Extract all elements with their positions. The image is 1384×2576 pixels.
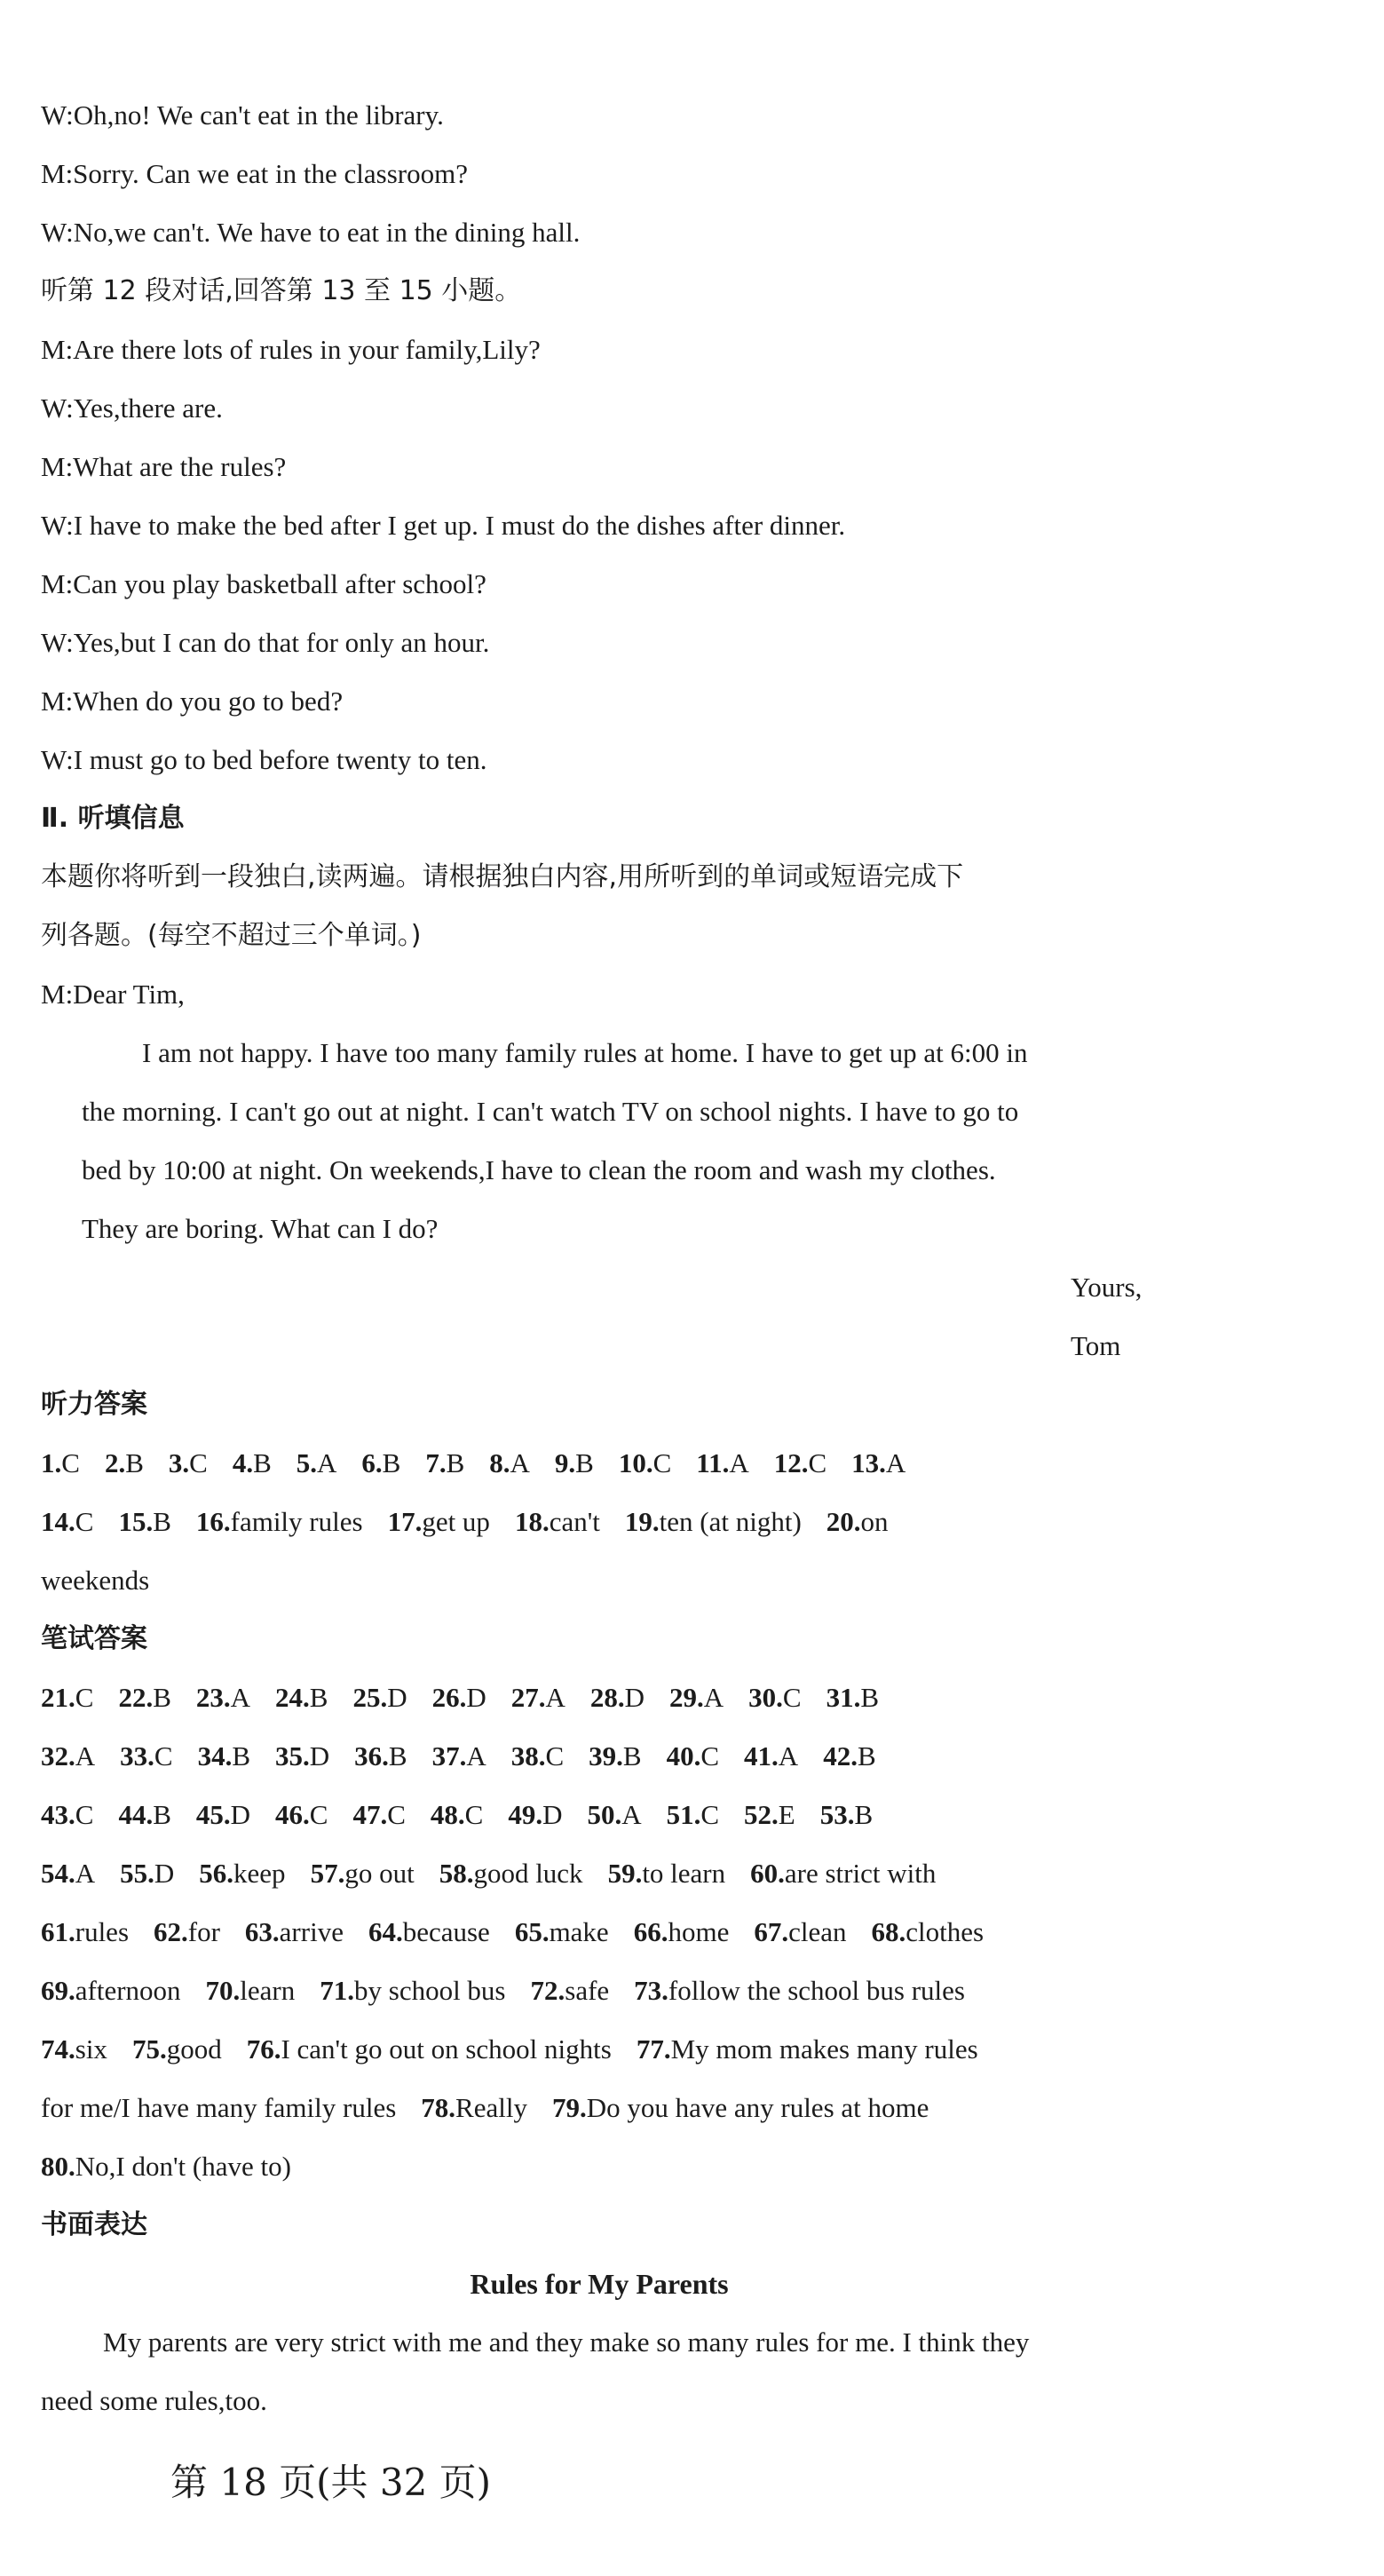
answer-value: C	[309, 1799, 328, 1830]
answer-item	[41, 2149, 291, 2184]
answer-value: B	[153, 1682, 171, 1713]
answer-item	[199, 1856, 285, 1891]
answer-value: B	[153, 1799, 171, 1830]
answer-value: C	[75, 1799, 94, 1830]
answer-item	[871, 1914, 984, 1950]
answer-item	[515, 1914, 609, 1950]
answer-value: B	[125, 1447, 144, 1478]
answer-item	[531, 1973, 610, 2009]
answer-value: C	[75, 1506, 94, 1537]
answer-number: 18.	[514, 1506, 550, 1537]
answer-value: get up	[422, 1506, 490, 1537]
answer-value: C	[154, 1740, 173, 1771]
answer-value: B	[857, 1740, 876, 1771]
answer-value: B	[153, 1506, 171, 1537]
answer-value: A	[729, 1447, 749, 1478]
answer-number: 6.	[361, 1447, 383, 1478]
answer-row	[41, 2032, 1186, 2067]
answer-item	[311, 1856, 415, 1891]
answer-item	[667, 1739, 719, 1774]
letter-line: They are boring. What can I do?	[82, 1213, 439, 1244]
answer-number: 49.	[508, 1799, 543, 1830]
answer-value: B	[854, 1799, 874, 1830]
answer-value: D	[624, 1682, 645, 1713]
answer-value: keep	[233, 1858, 286, 1889]
answer-value: Really	[455, 2092, 527, 2123]
answer-item	[750, 1856, 936, 1891]
essay-title: Rules for My Parents	[470, 2268, 729, 2300]
answer-number: 45.	[195, 1799, 231, 1830]
transcript-line: W:Oh,no! We can't eat in the library.	[41, 99, 444, 131]
answer-number: 74.	[41, 2033, 75, 2065]
answer-number: 1.	[41, 1447, 62, 1478]
letter-greeting: M:Dear Tim,	[41, 979, 185, 1010]
answer-item	[297, 1446, 337, 1481]
answer-number: 7.	[425, 1447, 447, 1478]
answer-value: A	[75, 1740, 96, 1771]
answer-item	[368, 1914, 490, 1950]
answer-value: on	[860, 1506, 889, 1537]
answer-item	[590, 1680, 645, 1716]
answer-value: because	[402, 1916, 490, 1947]
answer-number: 35.	[275, 1740, 310, 1771]
answer-item	[744, 1797, 795, 1833]
answer-number: 62.	[154, 1916, 188, 1947]
answer-item	[41, 1739, 95, 1774]
answer-continuation: weekends	[41, 1565, 150, 1596]
answer-item	[696, 1446, 748, 1481]
answer-number: 4.	[232, 1447, 254, 1478]
answer-number: 48.	[430, 1799, 465, 1830]
answer-value: family rules	[230, 1506, 363, 1537]
answer-value: A	[621, 1799, 642, 1830]
answer-item	[41, 1797, 93, 1833]
answer-number: 40.	[666, 1740, 701, 1771]
answer-number: 61.	[41, 1916, 75, 1947]
answer-value: A	[545, 1682, 565, 1713]
answer-item	[196, 1680, 250, 1716]
answer-item	[275, 1680, 328, 1716]
answer-value: D	[230, 1799, 251, 1830]
answer-value: afternoon	[75, 1975, 181, 2006]
answer-value: D	[309, 1740, 330, 1771]
answer-item	[196, 1504, 363, 1540]
letter-signature: Tom	[1071, 1330, 1121, 1361]
answer-item	[489, 1446, 530, 1481]
answer-number: 41.	[744, 1740, 779, 1771]
answer-value: for me/I have many family rules	[41, 2092, 397, 2123]
answer-number: 68.	[871, 1916, 906, 1947]
answer-number: 15.	[118, 1506, 154, 1537]
answer-value: A	[466, 1740, 486, 1771]
answer-value: to learn	[642, 1858, 726, 1889]
answer-value: make	[549, 1916, 609, 1947]
answer-number: 31.	[826, 1682, 861, 1713]
answer-item	[555, 1446, 594, 1481]
answer-row	[41, 1446, 1186, 1481]
answer-number: 59.	[607, 1858, 643, 1889]
answer-item	[552, 2090, 929, 2126]
answer-number: 22.	[118, 1682, 154, 1713]
answer-value: six	[75, 2033, 107, 2065]
answer-number: 76.	[246, 2033, 281, 2065]
answer-value: A	[75, 1858, 96, 1889]
answer-item	[275, 1739, 329, 1774]
answer-number: 64.	[368, 1916, 403, 1947]
answer-item	[41, 1504, 93, 1540]
answer-number: 72.	[530, 1975, 565, 2006]
answer-number: 20.	[826, 1506, 861, 1537]
answer-value: ten (at night)	[659, 1506, 802, 1537]
answer-number: 46.	[275, 1799, 310, 1830]
answer-value: learn	[240, 1975, 296, 2006]
letter-line: bed by 10:00 at night. On weekends,I have to clean the room and wash my clothes.	[82, 1154, 996, 1185]
answer-item	[511, 1739, 564, 1774]
answer-item	[41, 1914, 129, 1950]
answer-value: B	[388, 1740, 407, 1771]
answer-value: C	[61, 1447, 80, 1478]
answer-value: rules	[75, 1916, 130, 1947]
answer-number: 71.	[320, 1975, 354, 2006]
answer-item	[754, 1914, 846, 1950]
answer-number: 43.	[41, 1799, 75, 1830]
answer-value: D	[466, 1682, 486, 1713]
answer-number: 37.	[431, 1740, 467, 1771]
section-2-instruction: 列各题。(每空不超过三个单词。)	[41, 920, 422, 951]
answer-item	[587, 1797, 641, 1833]
answer-row	[41, 1973, 1186, 2009]
answer-value: clean	[788, 1916, 847, 1947]
answer-row	[41, 1914, 1186, 1950]
answer-item	[352, 1680, 407, 1716]
transcript-line: W:Yes,but I can do that for only an hour.	[41, 627, 490, 658]
answer-number: 17.	[387, 1506, 423, 1537]
answer-item	[41, 2090, 396, 2126]
answer-item	[41, 2032, 107, 2067]
answer-number: 63.	[244, 1916, 280, 1947]
transcript-line: W:No,we can't. We have to eat in the dining hall.	[41, 217, 581, 248]
answer-item	[41, 1680, 93, 1716]
answer-value: B	[232, 1740, 251, 1771]
answer-value: A	[885, 1447, 906, 1478]
answer-item	[431, 1797, 483, 1833]
answer-number: 73.	[634, 1975, 668, 2006]
answer-value: A	[317, 1447, 337, 1478]
answer-number: 27.	[510, 1682, 546, 1713]
transcript-line: W:I must go to bed before twenty to ten.	[41, 744, 487, 775]
dialog-12-intro: 听第 12 段对话,回答第 13 至 15 小题。	[41, 275, 522, 306]
answer-value: C	[189, 1447, 208, 1478]
answer-value: D	[542, 1799, 563, 1830]
transcript-line: M:When do you go to bed?	[41, 686, 344, 717]
answer-item	[826, 1504, 889, 1540]
answer-item	[41, 1446, 80, 1481]
answer-value: C	[545, 1740, 565, 1771]
answer-number: 36.	[354, 1740, 389, 1771]
answer-number: 56.	[199, 1858, 234, 1889]
answer-item	[118, 1680, 170, 1716]
answer-number: 75.	[131, 2033, 167, 2065]
answer-item	[120, 1856, 174, 1891]
answer-row	[41, 1739, 1186, 1774]
letter-line: I am not happy. I have too many family rules at home. I have to get up at 6:00 in	[142, 1037, 1028, 1068]
answer-number: 24.	[275, 1682, 310, 1713]
answer-item	[196, 1797, 250, 1833]
answer-value: C	[782, 1682, 802, 1713]
answer-number: 11.	[696, 1447, 730, 1478]
answer-item	[619, 1446, 671, 1481]
answer-number: 25.	[352, 1682, 388, 1713]
transcript-line: M:Sorry. Can we eat in the classroom?	[41, 158, 468, 189]
answer-item	[425, 1446, 464, 1481]
answer-item	[669, 1680, 724, 1716]
answer-number: 5.	[296, 1447, 317, 1478]
answer-number: 12.	[773, 1447, 809, 1478]
answer-value: Do you have any rules at home	[586, 2092, 929, 2123]
answer-number: 57.	[310, 1858, 345, 1889]
answer-item	[320, 1973, 505, 2009]
transcript-line: W:I have to make the bed after I get up. I must do the dishes after dinner.	[41, 510, 846, 541]
answer-value: C	[652, 1447, 672, 1478]
answer-row	[41, 2090, 1186, 2126]
answer-item	[388, 1504, 490, 1540]
answer-number: 29.	[669, 1682, 704, 1713]
answer-value: My mom makes many rules	[670, 2033, 978, 2065]
answer-number: 66.	[633, 1916, 668, 1947]
answer-value: B	[446, 1447, 465, 1478]
answer-value: D	[154, 1858, 175, 1889]
answer-number: 51.	[666, 1799, 701, 1830]
answer-number: 54.	[41, 1858, 75, 1889]
answer-item	[774, 1446, 826, 1481]
answer-item	[432, 1739, 486, 1774]
answer-number: 50.	[587, 1799, 622, 1830]
answer-number: 47.	[352, 1799, 388, 1830]
answer-item	[589, 1739, 641, 1774]
answer-item	[820, 1797, 873, 1833]
answer-item	[826, 1680, 879, 1716]
transcript-line: W:Yes,there are.	[41, 392, 223, 424]
answer-value: good luck	[473, 1858, 583, 1889]
answer-value: C	[808, 1447, 827, 1478]
answer-value: are strict with	[784, 1858, 937, 1889]
answer-item	[118, 1504, 170, 1540]
answer-item	[247, 2032, 612, 2067]
answer-item	[354, 1739, 407, 1774]
writing-title: 书面表达	[41, 2209, 147, 2240]
answer-number: 21.	[41, 1682, 75, 1713]
answer-row	[41, 2149, 1186, 2184]
answer-number: 67.	[754, 1916, 789, 1947]
answer-item	[275, 1797, 328, 1833]
answer-value: A	[230, 1682, 251, 1713]
answer-item	[511, 1680, 565, 1716]
answer-number: 8.	[489, 1447, 510, 1478]
answer-item	[361, 1446, 400, 1481]
answer-value: B	[860, 1682, 880, 1713]
essay-line: need some rules,too.	[41, 2385, 267, 2416]
letter-closing: Yours,	[1071, 1272, 1143, 1303]
answer-item	[120, 1739, 172, 1774]
answer-value: good	[166, 2033, 222, 2065]
answer-value: D	[387, 1682, 407, 1713]
answer-value: C	[387, 1799, 406, 1830]
answer-item	[823, 1739, 875, 1774]
answer-number: 32.	[41, 1740, 75, 1771]
answer-value: A	[510, 1447, 530, 1478]
essay-line: My parents are very strict with me and they make so many rules for me. I think they	[103, 2326, 1030, 2358]
answer-item	[421, 2090, 527, 2126]
section-2-instruction: 本题你将听到一段独白,读两遍。请根据独白内容,用所听到的单词或短语完成下	[41, 861, 964, 892]
answer-item	[439, 1856, 583, 1891]
answer-item	[154, 1914, 220, 1950]
answer-value: C	[75, 1682, 94, 1713]
answer-value: safe	[565, 1975, 610, 2006]
answer-number: 9.	[554, 1447, 576, 1478]
answer-value: A	[778, 1740, 799, 1771]
answer-value: by school bus	[354, 1975, 506, 2006]
answer-number: 38.	[510, 1740, 546, 1771]
answer-value: No,I don't (have to)	[75, 2151, 291, 2182]
transcript-line: M:What are the rules?	[41, 451, 287, 482]
letter-line: the morning. I can't go out at night. I can't watch TV on school nights. I have to go to	[82, 1096, 1019, 1127]
answer-number: 10.	[618, 1447, 653, 1478]
answer-number: 2.	[104, 1447, 126, 1478]
answer-item	[118, 1797, 170, 1833]
answer-value: B	[575, 1447, 594, 1478]
answer-item	[515, 1504, 600, 1540]
answer-number: 16.	[195, 1506, 231, 1537]
answer-number: 23.	[195, 1682, 231, 1713]
answer-value: B	[382, 1447, 401, 1478]
page-number-footer: 第 18 页(共 32 页)	[170, 2461, 492, 2504]
answer-item	[233, 1446, 272, 1481]
answer-number: 58.	[439, 1858, 474, 1889]
answer-value: B	[309, 1682, 328, 1713]
answer-item	[245, 1914, 344, 1950]
answer-item	[625, 1504, 802, 1540]
answer-number: 60.	[750, 1858, 785, 1889]
answer-row	[41, 1504, 1186, 1540]
answer-item	[169, 1446, 208, 1481]
answer-number: 33.	[120, 1740, 154, 1771]
answer-item	[508, 1797, 562, 1833]
answer-item	[206, 1973, 296, 2009]
answer-number: 30.	[748, 1682, 783, 1713]
transcript-line: M:Can you play basketball after school?	[41, 568, 486, 599]
transcript-line: M:Are there lots of rules in your family,Lily?	[41, 334, 541, 365]
answer-item	[132, 2032, 222, 2067]
answer-number: 3.	[168, 1447, 190, 1478]
answer-item	[105, 1446, 144, 1481]
answer-number: 77.	[636, 2033, 671, 2065]
answer-value: for	[187, 1916, 220, 1947]
listening-answers-title: 听力答案	[41, 1389, 147, 1420]
answer-number: 28.	[589, 1682, 625, 1713]
answer-value: go out	[344, 1858, 415, 1889]
answer-value: follow the school bus rules	[668, 1975, 965, 2006]
answer-number: 26.	[431, 1682, 467, 1713]
answer-row	[41, 1856, 1186, 1891]
answer-value: C	[464, 1799, 484, 1830]
answer-value: C	[700, 1740, 720, 1771]
answer-item	[634, 1973, 965, 2009]
answer-item	[41, 1856, 95, 1891]
answer-number: 44.	[118, 1799, 154, 1830]
answer-row	[41, 1680, 1186, 1716]
section-2-title: Ⅱ. 听填信息	[41, 803, 185, 834]
answer-item	[608, 1856, 726, 1891]
answer-item	[748, 1680, 801, 1716]
answer-value: E	[778, 1799, 795, 1830]
answer-number: 19.	[624, 1506, 660, 1537]
answer-value: can't	[549, 1506, 600, 1537]
answer-number: 39.	[589, 1740, 623, 1771]
answer-number: 70.	[205, 1975, 241, 2006]
answer-value: arrive	[279, 1916, 344, 1947]
answer-item	[637, 2032, 978, 2067]
answer-number: 55.	[120, 1858, 154, 1889]
answer-number: 78.	[421, 2092, 456, 2123]
answer-value: A	[703, 1682, 724, 1713]
answer-value: clothes	[906, 1916, 985, 1947]
answer-item	[851, 1446, 906, 1481]
written-answers-title: 笔试答案	[41, 1623, 147, 1654]
answer-number: 69.	[41, 1975, 75, 2006]
answer-number: 80.	[41, 2151, 75, 2182]
answer-item	[198, 1739, 250, 1774]
answer-item	[432, 1680, 486, 1716]
answer-row	[41, 1797, 1186, 1833]
answer-number: 65.	[514, 1916, 550, 1947]
answer-number: 53.	[819, 1799, 855, 1830]
answer-item	[41, 1973, 181, 2009]
answer-item	[634, 1914, 730, 1950]
answer-value: B	[622, 1740, 642, 1771]
answer-item	[352, 1797, 405, 1833]
answer-number: 13.	[851, 1447, 886, 1478]
answer-number: 42.	[823, 1740, 858, 1771]
answer-value: I can't go out on school nights	[281, 2033, 612, 2065]
answer-item	[667, 1797, 719, 1833]
answer-number: 34.	[197, 1740, 233, 1771]
answer-number: 52.	[744, 1799, 779, 1830]
answer-item	[744, 1739, 798, 1774]
answer-number: 14.	[41, 1506, 75, 1537]
answer-value: home	[668, 1916, 730, 1947]
answer-value: C	[700, 1799, 720, 1830]
answer-number: 79.	[551, 2092, 587, 2123]
answer-value: B	[253, 1447, 272, 1478]
